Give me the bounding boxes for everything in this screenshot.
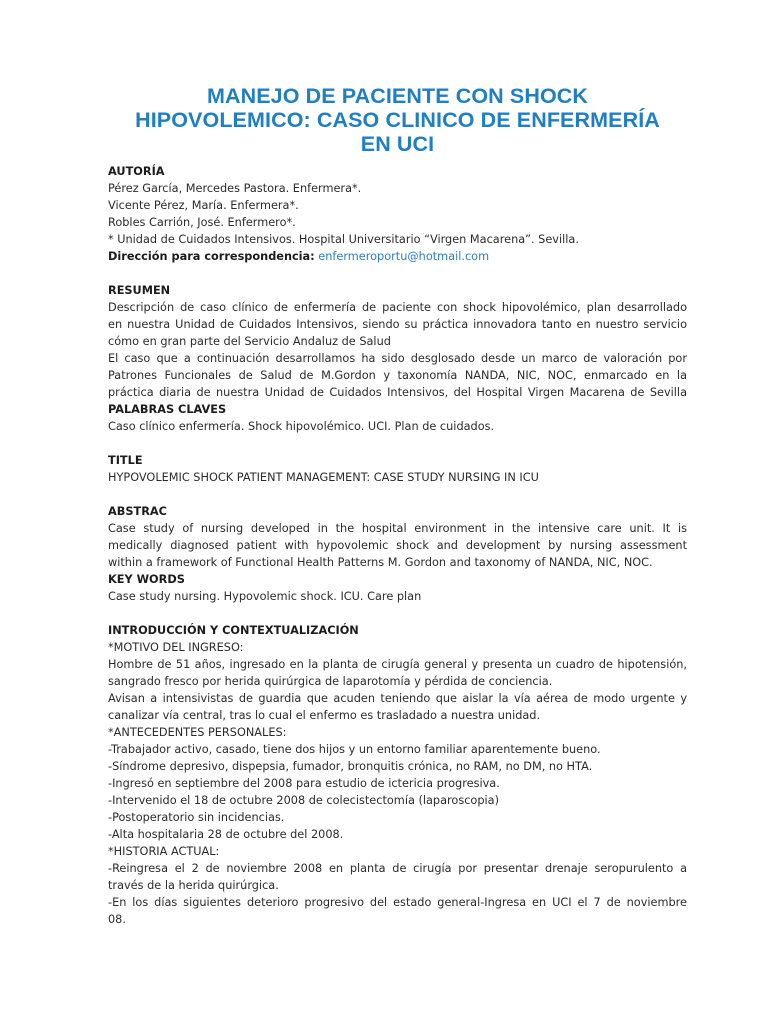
resumen-line: Descripción de caso clínico de enfermería de paciente con shock hipovolémico, plan desarrollado [108, 301, 687, 314]
antecedentes-line: -Ingresó en septiembre del 2008 para estudio de ictericia progresiva. [108, 777, 500, 790]
author-line: Pérez García, Mercedes Pastora. Enfermera*. [108, 182, 362, 195]
title-en-text: HYPOVOLEMIC SHOCK PATIENT MANAGEMENT: CASE STUDY NURSING IN ICU [108, 471, 539, 484]
resumen-line: Patrones Funcionales de Salud de M.Gordon y taxonomía NANDA, NIC, NOC, enmarcado en la [108, 369, 687, 382]
resumen-line: cómo en gran parte del Servicio Andaluz de Salud [108, 335, 391, 348]
title-line: EN UCI [360, 132, 435, 156]
autoria-section [108, 180, 687, 265]
correspondence-email-link[interactable]: enfermeroportu@hotmail.com [314, 250, 490, 263]
abstract-body [108, 520, 687, 571]
antecedentes-line: -Postoperatorio sin incidencias. [108, 811, 285, 824]
palabras-claves-body [108, 418, 687, 435]
key-words-heading: KEY WORDS [108, 573, 185, 586]
abstract-heading: ABSTRAC [108, 505, 167, 518]
title-en-heading: TITLE [108, 454, 143, 467]
abstract-line: Case study of nursing developed in the hospital environment in the intensive care unit. It is [108, 522, 687, 535]
antecedentes-line: -Trabajador activo, casado, tiene dos hijos y un entorno familiar aparentemente bueno. [108, 743, 601, 756]
antecedentes-heading: *ANTECEDENTES PERSONALES: [108, 726, 287, 739]
palabras-claves-text: Caso clínico enfermería. Shock hipovolémico. UCI. Plan de cuidados. [108, 420, 495, 433]
historia-heading: *HISTORIA ACTUAL: [108, 845, 220, 858]
antecedentes-line: -Síndrome depresivo, dispepsia, fumador, bronquitis crónica, no RAM, no DM, no HTA. [108, 760, 593, 773]
historia-line: 08. [108, 913, 126, 926]
title-line: MANEJO DE PACIENTE CON SHOCK [206, 84, 589, 108]
document-title [108, 0, 687, 156]
title-en-body [108, 469, 687, 486]
resumen-body [108, 299, 687, 401]
historia-line: -Reingresa el 2 de noviembre 2008 en planta de cirugía por presentar drenaje seropurulento a [108, 862, 687, 875]
document-page [108, 0, 687, 928]
resumen-heading: RESUMEN [108, 284, 171, 297]
author-line: Vicente Pérez, María. Enfermera*. [108, 199, 299, 212]
correspondence-label: Dirección para correspondencia: [108, 250, 315, 263]
affiliation-line: * Unidad de Cuidados Intensivos. Hospital Universitario “Virgen Macarena”. Sevilla. [108, 233, 579, 246]
title-line: HIPOVOLEMICO: CASO CLINICO DE ENFERMERÍA [135, 108, 660, 132]
correspondence-line [108, 248, 687, 265]
abstract-line: medically diagnosed patient with hypovolemic shock and development by nursing assessment [108, 539, 687, 552]
historia-line: -En los días siguientes deterioro progresivo del estado general-Ingresa en UCI el 7 de noviembre [108, 896, 687, 909]
resumen-line: en nuestra Unidad de Cuidados Intensivos, siendo su práctica innovadora tanto en nuestro servicio [108, 318, 687, 331]
resumen-line: El caso que a continuación desarrollamos ha sido desglosado desde un marco de valoración por [108, 352, 687, 365]
author-line: Robles Carrión, José. Enfermero*. [108, 216, 296, 229]
resumen-line: práctica diaria de nuestra Unidad de Cuidados Intensivos, del Hospital Virgen Macarena de Sevilla [108, 386, 687, 399]
introduccion-heading: INTRODUCCIÓN Y CONTEXTUALIZACIÓN [108, 624, 359, 637]
palabras-claves-heading: PALABRAS CLAVES [108, 403, 227, 416]
motivo-line: Avisan a intensivistas de guardia que acuden teniendo que aislar la vía aérea de modo urgente y [108, 692, 687, 705]
introduccion-body [108, 639, 687, 928]
motivo-heading: *MOTIVO DEL INGRESO: [108, 641, 244, 654]
key-words-text: Case study nursing. Hypovolemic shock. ICU. Care plan [108, 590, 422, 603]
historia-line: través de la herida quirúrgica. [108, 879, 279, 892]
abstract-line: within a framework of Functional Health Patterns M. Gordon and taxonomy of NANDA, NIC, NOC. [108, 556, 653, 569]
antecedentes-line: -Intervenido el 18 de octubre 2008 de colecistectomía (laparoscopia) [108, 794, 499, 807]
autoria-heading: AUTORÍA [108, 165, 165, 178]
motivo-line: Hombre de 51 años, ingresado en la planta de cirugía general y presenta un cuadro de hipotensión, [108, 658, 687, 671]
antecedentes-line: -Alta hospitalaria 28 de octubre del 2008. [108, 828, 344, 841]
motivo-line: canalizar vía central, tras lo cual el enfermo es trasladado a nuestra unidad. [108, 709, 541, 722]
motivo-line: sangrado fresco por herida quirúrgica de laparotomía y pérdida de conciencia. [108, 675, 553, 688]
key-words-body [108, 588, 687, 605]
